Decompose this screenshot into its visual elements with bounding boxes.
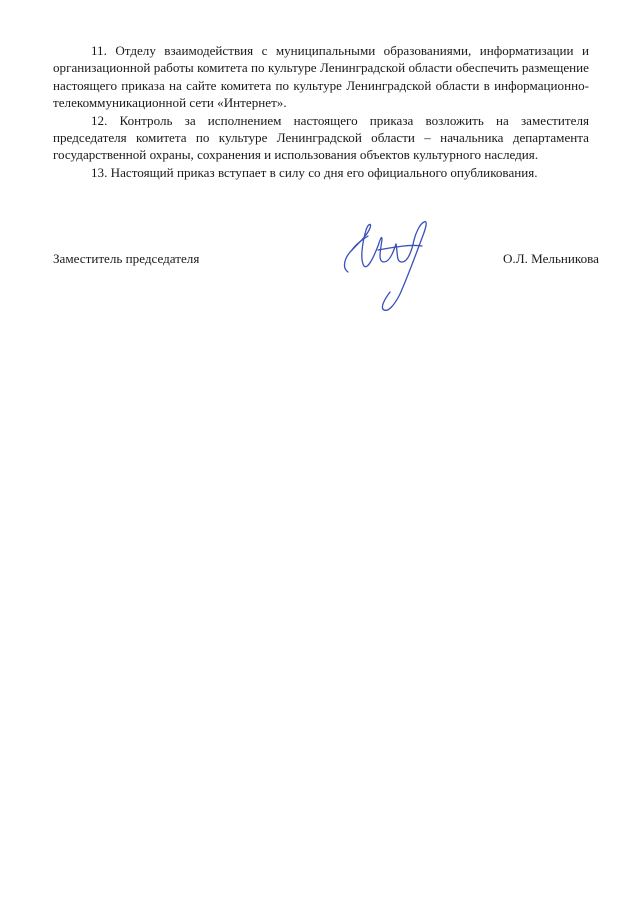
handwritten-signature bbox=[338, 210, 448, 320]
paragraph-11: 11. Отделу взаимодействия с муниципальными образованиями, информатизации и организационной работы комитета по культуре Ленинградской области обеспечить размещение настоящего приказа на сайте комитета по культуре Ленинградской области в информационно-телекоммуникационной сети «Интернет». bbox=[53, 43, 589, 111]
signature-block bbox=[53, 250, 599, 270]
document-body bbox=[53, 42, 589, 181]
signer-name: О.Л. Мельникова bbox=[502, 251, 599, 266]
paragraph-13: 13. Настоящий приказ вступает в силу со дня его официального опубликования. bbox=[91, 164, 538, 180]
signer-position: Заместитель председателя bbox=[53, 251, 200, 266]
paragraph-12: 12. Контроль за исполнением настоящего приказа возложить на заместителя председателя комитета по культуре Ленинградской области – начальника департамента государственной охраны, сохранения и использования объектов культурного наследия. bbox=[53, 112, 589, 163]
